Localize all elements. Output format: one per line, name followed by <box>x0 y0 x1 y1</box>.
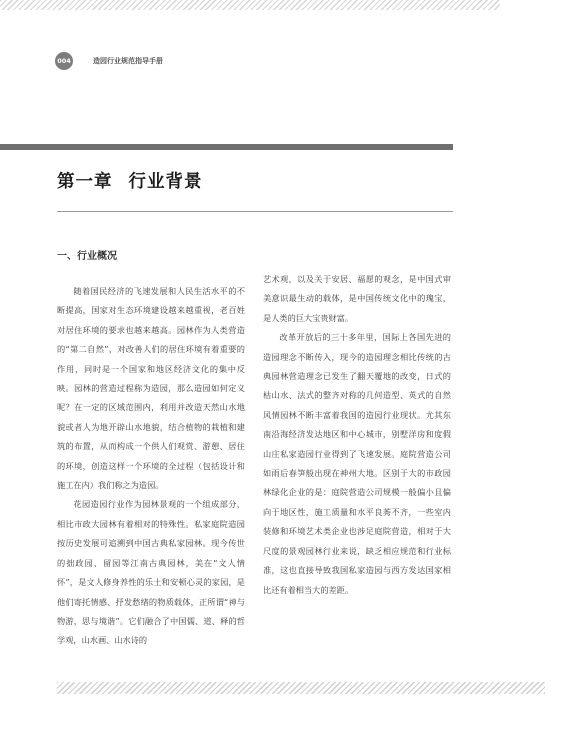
paragraph: 改革开放后的三十多年里，国际上各国先进的造园理念不断传入，现今的造园理念相比传统的古典园林营造理念已发生了翻天覆地的改变，日式的枯山水、法式的整齐对称的几何造型、英式的自然风情园林不断丰富着我国的造园行业现状。尤其东南沿海经济发达地区和中心城市，别墅洋房和度假山庄私家造园行业得到了飞速发展。庭院营造公司如雨后春笋般出现在神州大地。区别于大的市政园林绿化企业的是：庭院营造公司规模一般偏小且偏向于地区性，施工质量和水平良莠不齐，一些室内装修和环境艺术类企业也涉足庭院营造，相对于大尺度的景观园林行业来说，缺乏相应规范和行业标准，这也直接导致我国私家造园与西方发达国家相比还有着相当大的差距。 <box>263 332 451 595</box>
chapter-name: 行业背景 <box>128 172 203 192</box>
chapter-title <box>57 168 203 193</box>
top-strip-fade <box>500 0 562 10</box>
paragraph: 随着国民经济的飞速发展和人民生活水平的不断提高，国家对生态环境建设越来越重视，老百姓对居住环境的要求也越来越高。园林作为人类营造的“第二自然”，对改善人们的居住环境有着重要的作用，同时是一个国家和地区经济文化的集中反映。园林的营造过程称为造园，那么造园如何定义呢？在一定的区域范围内，利用并改造天然山水地貌或者人为地开辟山水地貌，结合植物的栽植和建筑的布置，从而构成一个供人们观赏、游憩、居住的环境，创造这样一个环境的全过程（包括设计和施工在内）我们称之为造园。 <box>57 286 245 491</box>
chapter-label: 第一章 <box>57 172 113 192</box>
body-column-left <box>57 282 245 651</box>
bottom-hatch-band <box>57 682 545 694</box>
running-header-title: 造园行业规范指导手册 <box>93 56 163 65</box>
paragraph: 花园造园行业作为园林景观的一个组成部分，相比市政大园林有着相对的特殊性。私家庭院造园按历史发展可追溯到中国古典私家园林。现今传世的拙政园、留园等江南古典园林，美在“文人情怀”，是文人修身养性的乐土和安顿心灵的家园，是他们寄托情感、抒发愁绪的物质载体，正所谓“神与物游，思与境谐”。它们融合了中国儒、道、释的哲学观，山水画、山水诗的 <box>57 499 245 646</box>
paragraph-continued: 艺术观，以及关于安居、福愿的观念，是中国式审美意识最生动的载体，是中国传统文化中的瑰宝，是人类的巨大宝贵财富。 <box>263 274 451 323</box>
body-column-right <box>263 270 451 600</box>
chapter-top-rule <box>0 144 453 150</box>
section-heading: 一、行业概况 <box>57 251 117 262</box>
chapter-bottom-rule <box>57 211 453 212</box>
page-number-badge: 004 <box>55 52 73 70</box>
top-hatch-strip <box>0 0 500 10</box>
